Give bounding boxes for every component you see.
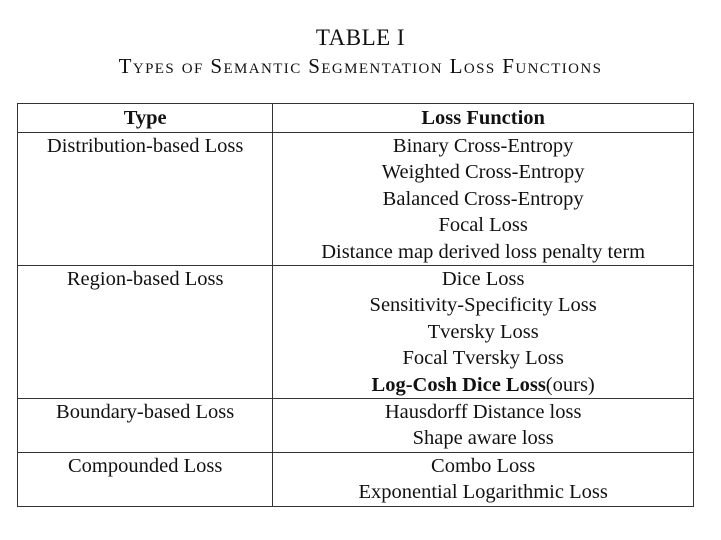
loss-function-item: Focal Loss xyxy=(438,214,528,237)
functions-cell xyxy=(273,266,694,399)
functions-cell xyxy=(273,133,694,266)
loss-functions-table xyxy=(17,103,694,507)
loss-function-item: Combo Loss xyxy=(431,454,536,477)
proposed-loss-name: Log-Cosh Dice Loss xyxy=(371,373,546,396)
header-type: Type xyxy=(18,104,273,133)
loss-function-item: Exponential Logarithmic Loss xyxy=(358,481,608,504)
table-header-row xyxy=(18,104,694,133)
ours-suffix: (ours) xyxy=(545,373,595,396)
loss-function-item: Weighted Cross-Entropy xyxy=(381,161,585,184)
loss-function-item: Distance map derived loss penalty term xyxy=(321,240,646,263)
loss-function-item: Dice Loss xyxy=(441,268,525,291)
type-cell: Boundary-based Loss xyxy=(18,399,273,453)
table-row-region xyxy=(18,266,694,399)
functions-cell xyxy=(273,452,694,506)
table-caption: Types of Semantic Segmentation Loss Functions xyxy=(118,54,603,78)
loss-function-item: Balanced Cross-Entropy xyxy=(382,187,584,210)
table-row-boundary xyxy=(18,399,694,453)
table-row-compounded xyxy=(18,452,694,506)
functions-cell xyxy=(273,399,694,453)
proposed-loss-function-item xyxy=(277,372,689,398)
loss-function-item: Tversky Loss xyxy=(427,320,539,343)
table-row-distribution xyxy=(18,133,694,266)
loss-function-item: Sensitivity-Specificity Loss xyxy=(369,294,597,317)
loss-function-item: Shape aware loss xyxy=(412,427,554,450)
loss-function-item: Focal Tversky Loss xyxy=(402,347,564,370)
header-loss-function: Loss Function xyxy=(273,104,694,133)
loss-function-item: Hausdorff Distance loss xyxy=(384,401,582,424)
type-cell: Region-based Loss xyxy=(18,266,273,399)
table-number: TABLE I xyxy=(315,25,406,50)
type-cell: Distribution-based Loss xyxy=(18,133,273,266)
type-cell: Compounded Loss xyxy=(18,452,273,506)
loss-function-item: Binary Cross-Entropy xyxy=(392,135,574,157)
